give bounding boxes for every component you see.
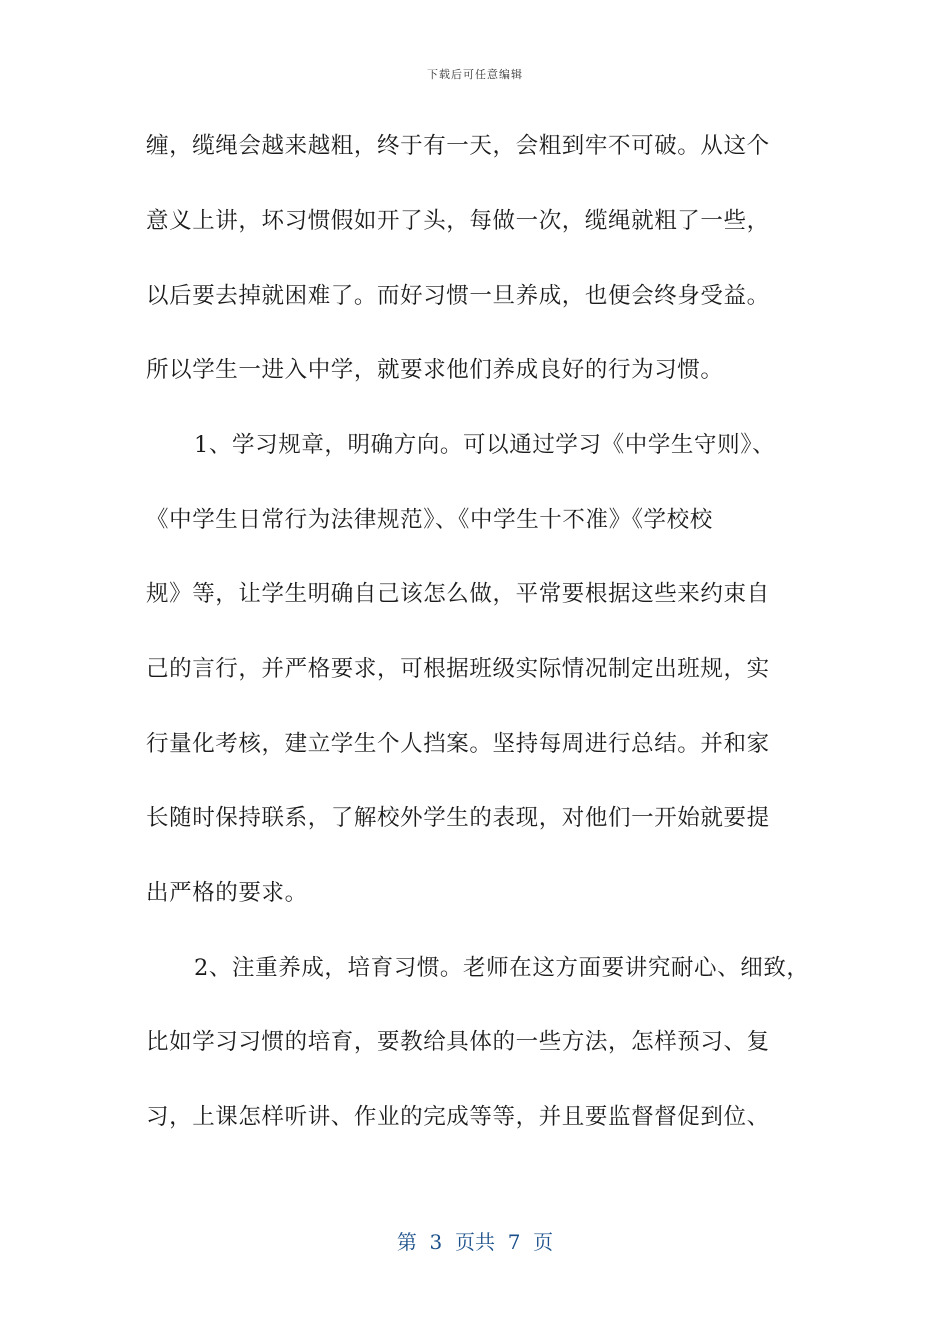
body-line-13: 比如学习习惯的培育，要教给具体的一些方法，怎样预习、复 [146,1029,770,1055]
paragraph-1-first-line: 1、学习规章，明确方向。可以通过学习《中学生守则》、 [194,432,776,458]
body-line-3: 以后要去掉就困难了。而好习惯一旦养成，也便会终身受益。 [146,283,770,309]
body-line-11: 出严格的要求。 [146,880,308,906]
body-line-9: 行量化考核，建立学生个人挡案。坚持每周进行总结。并和家 [146,731,770,757]
page-number-footer: 第 3 页共 7 页 [396,1230,554,1254]
paragraph-2-first-line: 2、注重养成，培育习惯。老师在这方面要讲究耐心、细致， [194,955,810,981]
body-line-8: 己的言行，并严格要求，可根据班级实际情况制定出班规，实 [146,656,770,682]
body-line-14: 习，上课怎样听讲、作业的完成等等，并且要监督督促到位、 [146,1104,770,1130]
body-line-2: 意义上讲，坏习惯假如开了头，每做一次，缆绳就粗了一些， [146,208,770,234]
body-line-7: 规》等，让学生明确自己该怎么做，平常要根据这些来约束自 [146,581,770,607]
body-line-6: 《中学生日常行为法律规范》、《中学生十不准》《学校校 [146,507,713,533]
body-line-10: 长随时保持联系，了解校外学生的表现，对他们一开始就要提 [146,805,770,831]
download-note: 下载后可任意编辑 [427,68,523,81]
body-line-4: 所以学生一进入中学，就要求他们养成良好的行为习惯。 [146,357,724,383]
body-line-1: 缠，缆绳会越来越粗，终于有一天，会粗到牢不可破。从这个 [146,133,770,159]
